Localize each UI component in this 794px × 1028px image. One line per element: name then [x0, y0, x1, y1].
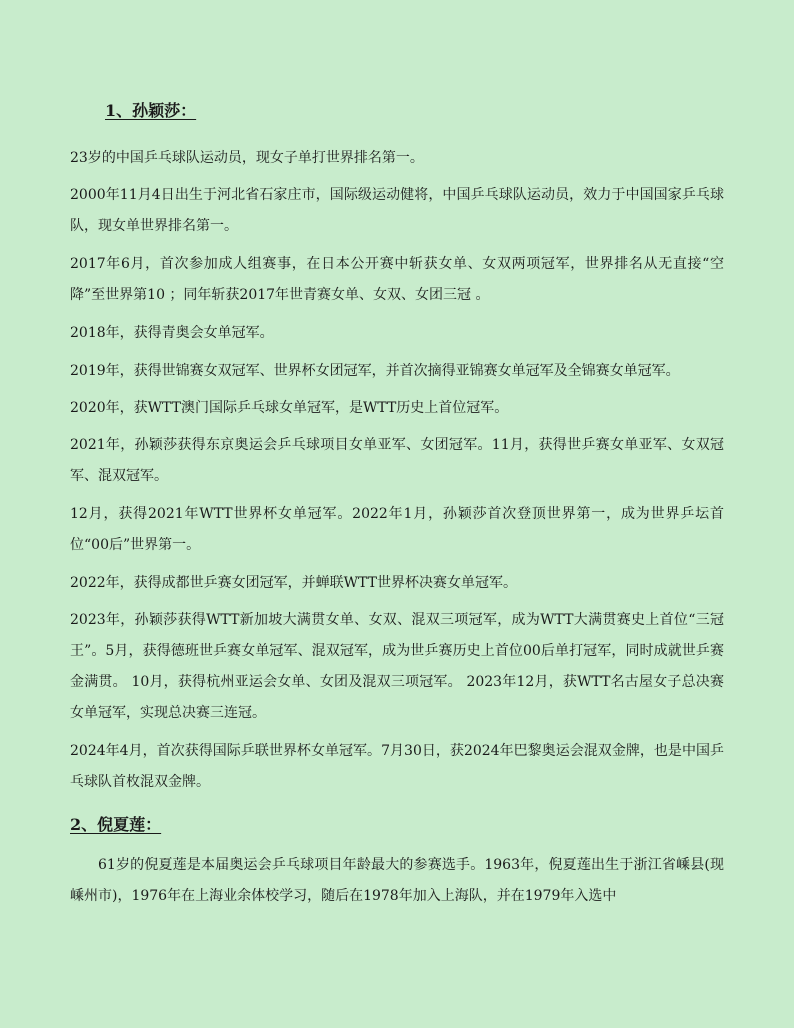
section-heading-sun-yingsha: 1、孙颖莎： — [105, 101, 197, 120]
paragraph: 2019年，获得世锦赛女双冠军、世界杯女团冠军，并首次摘得亚锦赛女单冠军及全锦赛女单冠军。 — [70, 363, 680, 379]
paragraph: 23岁的中国乒乓球队运动员，现女子单打世界排名第一。 — [70, 150, 424, 166]
paragraph: 2021年，孙颖莎获得东京奥运会乒乓球项目女单亚军、女团冠军。11月，获得世乒赛女单亚军、女双冠军、混双冠军。 — [70, 437, 724, 484]
paragraph: 61岁的倪夏莲是本届奥运会乒乓球项目年龄最大的参赛选手。1963年，倪夏莲出生于浙江省嵊县(现嵊州市)，1976年在上海业余体校学习，随后在1978年加入上海队，并在1979年入选中 — [70, 857, 724, 904]
section-heading-ni-xialian: 2、倪夏莲： — [70, 815, 162, 834]
paragraph: 2020年，获WTT澳门国际乒乓球女单冠军，是WTT历史上首位冠军。 — [70, 400, 509, 416]
paragraph: 12月，获得2021年WTT世界杯女单冠军。2022年1月，孙颖莎首次登顶世界第一，成为世界乒坛首位“00后”世界第一。 — [70, 506, 724, 553]
paragraph: 2024年4月，首次获得国际乒联世界杯女单冠军。7月30日，获2024年巴黎奥运会混双金牌，也是中国乒乓球队首枚混双金牌。 — [70, 743, 724, 790]
paragraph: 2017年6月，首次参加成人组赛事，在日本公开赛中斩获女单、女双两项冠军，世界排名从无直接“空降”至世界第10 ；同年斩获2017年世青赛女单、女双、女团三冠 。 — [70, 256, 724, 303]
paragraph: 2023年，孙颖莎获得WTT新加坡大满贯女单、女双、混双三项冠军，成为WTT大满贯赛史上首位“三冠王”。5月，获得德班世乒赛女单冠军、混双冠军，成为世乒赛历史上首位00后单打冠军，同时成就世乒赛金满贯。 10月，获得杭州亚运会女单、女团及混双三项冠军。 2023年12月，获WTT名古屋女子总决赛女单冠军，实现总决赛三连冠。 — [70, 612, 724, 721]
paragraph: 2000年11月4日出生于河北省石家庄市，国际级运动健将，中国乒乓球队运动员，效力于中国国家乒乓球队，现女单世界排名第一。 — [70, 187, 724, 234]
paragraph: 2018年，获得青奥会女单冠军。 — [70, 325, 274, 341]
paragraph: 2022年，获得成都世乒赛女团冠军，并蝉联WTT世界杯决赛女单冠军。 — [70, 575, 517, 591]
